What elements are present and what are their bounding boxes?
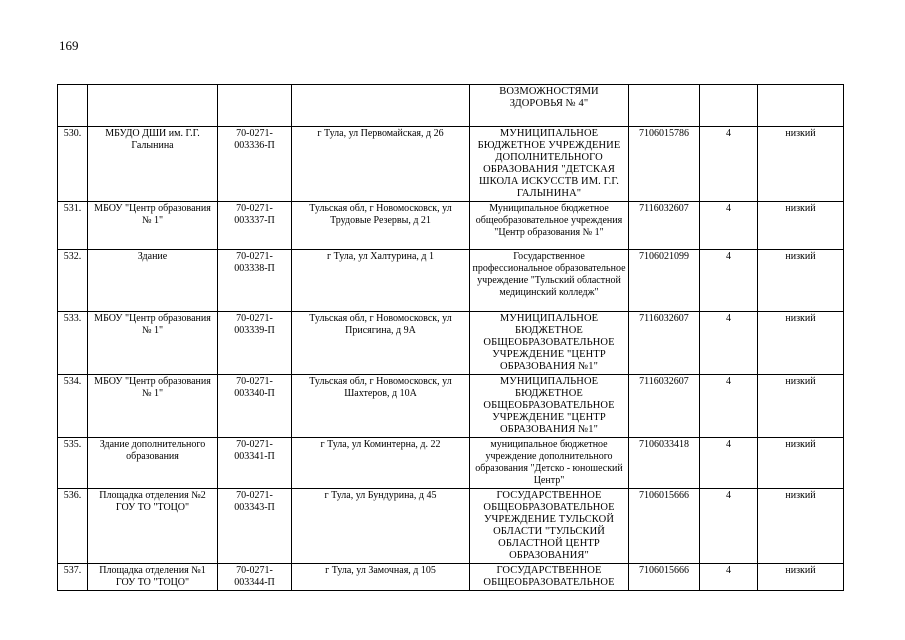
cell-num: 534. xyxy=(58,375,88,438)
cell-num: 535. xyxy=(58,438,88,489)
table-row xyxy=(58,375,844,438)
cell-code: 70-0271-003337-П xyxy=(218,202,292,250)
cell-organization: МУНИЦИПАЛЬНОЕ БЮДЖЕТНОЕ ОБЩЕОБРАЗОВАТЕЛЬНОЕ УЧРЕЖДЕНИЕ "ЦЕНТР ОБРАЗОВАНИЯ №1" xyxy=(470,312,629,375)
cell-address: г Тула, ул Бундурина, д 45 xyxy=(292,489,470,564)
cell-inn: 7116032607 xyxy=(629,202,700,250)
cell-name: Здание xyxy=(88,250,218,312)
cell-inn: 7106033418 xyxy=(629,438,700,489)
cell-organization: Муниципальное бюджетное общеобразовательное учреждения "Центр образования № 1" xyxy=(470,202,629,250)
cell-code: 70-0271-003336-П xyxy=(218,127,292,202)
cell-risk: низкий xyxy=(758,564,844,591)
cell-name xyxy=(88,85,218,127)
cell-code: 70-0271-003340-П xyxy=(218,375,292,438)
cell-address: Тульская обл, г Новомосковск, ул Присягина, д 9А xyxy=(292,312,470,375)
cell-num: 532. xyxy=(58,250,88,312)
cell-address: Тульская обл, г Новомосковск, ул Шахтеров, д 10А xyxy=(292,375,470,438)
cell-risk: низкий xyxy=(758,127,844,202)
cell-address: г Тула, ул Первомайская, д 26 xyxy=(292,127,470,202)
cell-address: г Тула, ул Замочная, д 105 xyxy=(292,564,470,591)
cell-category: 4 xyxy=(700,375,758,438)
cell-organization: МУНИЦИПАЛЬНОЕ БЮДЖЕТНОЕ ОБЩЕОБРАЗОВАТЕЛЬНОЕ УЧРЕЖДЕНИЕ "ЦЕНТР ОБРАЗОВАНИЯ №1" xyxy=(470,375,629,438)
table-row xyxy=(58,202,844,250)
cell-risk xyxy=(758,85,844,127)
cell-risk: низкий xyxy=(758,250,844,312)
table-row-continuation xyxy=(58,85,844,127)
cell-code: 70-0271-003341-П xyxy=(218,438,292,489)
cell-code: 70-0271-003339-П xyxy=(218,312,292,375)
cell-inn: 7116032607 xyxy=(629,312,700,375)
table-row xyxy=(58,312,844,375)
cell-num: 533. xyxy=(58,312,88,375)
cell-address: Тульская обл, г Новомосковск, ул Трудовые Резервы, д 21 xyxy=(292,202,470,250)
cell-name: МБОУ "Центр образования № 1" xyxy=(88,202,218,250)
cell-name: МБОУ "Центр образования № 1" xyxy=(88,375,218,438)
cell-address: г Тула, ул Коминтерна, д. 22 xyxy=(292,438,470,489)
cell-inn xyxy=(629,85,700,127)
table-row xyxy=(58,438,844,489)
cell-address xyxy=(292,85,470,127)
cell-category: 4 xyxy=(700,202,758,250)
cell-code: 70-0271-003338-П xyxy=(218,250,292,312)
cell-num: 537. xyxy=(58,564,88,591)
cell-organization: ГОСУДАРСТВЕННОЕ ОБЩЕОБРАЗОВАТЕЛЬНОЕ УЧРЕЖДЕНИЕ ТУЛЬСКОЙ ОБЛАСТИ "ТУЛЬСКИЙ ОБЛАСТНОЙ ЦЕНТР ОБРАЗОВАНИЯ" xyxy=(470,489,629,564)
cell-code xyxy=(218,85,292,127)
cell-organization: МУНИЦИПАЛЬНОЕ БЮДЖЕТНОЕ УЧРЕЖДЕНИЕ ДОПОЛНИТЕЛЬНОГО ОБРАЗОВАНИЯ "ДЕТСКАЯ ШКОЛА ИСКУССТВ ИМ. Г.Г. ГАЛЫНИНА" xyxy=(470,127,629,202)
cell-organization: ГОСУДАРСТВЕННОЕ ОБЩЕОБРАЗОВАТЕЛЬНОЕ xyxy=(470,564,629,591)
cell-risk: низкий xyxy=(758,375,844,438)
cell-organization: Государственное профессиональное образовательное учреждение "Тульский областной медицинский колледж" xyxy=(470,250,629,312)
cell-category: 4 xyxy=(700,312,758,375)
cell-risk: низкий xyxy=(758,489,844,564)
page-number: 169 xyxy=(59,38,79,53)
cell-category: 4 xyxy=(700,438,758,489)
cell-risk: низкий xyxy=(758,202,844,250)
cell-num: 536. xyxy=(58,489,88,564)
cell-organization: ВОЗМОЖНОСТЯМИ ЗДОРОВЬЯ № 4" xyxy=(470,85,629,127)
cell-num: 531. xyxy=(58,202,88,250)
cell-name: Площадка отделения №1 ГОУ ТО "ТОЦО" xyxy=(88,564,218,591)
cell-inn: 7106015666 xyxy=(629,489,700,564)
cell-name: МБОУ "Центр образования № 1" xyxy=(88,312,218,375)
cell-inn: 7106015786 xyxy=(629,127,700,202)
cell-code: 70-0271-003343-П xyxy=(218,489,292,564)
table-row xyxy=(58,127,844,202)
cell-category: 4 xyxy=(700,127,758,202)
cell-inn: 7106021099 xyxy=(629,250,700,312)
cell-category: 4 xyxy=(700,250,758,312)
cell-name: МБУДО ДШИ им. Г.Г. Галынина xyxy=(88,127,218,202)
cell-num: 530. xyxy=(58,127,88,202)
cell-num xyxy=(58,85,88,127)
table-row xyxy=(58,489,844,564)
cell-risk: низкий xyxy=(758,312,844,375)
cell-name: Площадка отделения №2 ГОУ ТО "ТОЦО" xyxy=(88,489,218,564)
cell-category xyxy=(700,85,758,127)
cell-address: г Тула, ул Халтурина, д 1 xyxy=(292,250,470,312)
cell-code: 70-0271-003344-П xyxy=(218,564,292,591)
cell-category: 4 xyxy=(700,564,758,591)
table-row xyxy=(58,250,844,312)
cell-inn: 7106015666 xyxy=(629,564,700,591)
cell-category: 4 xyxy=(700,489,758,564)
cell-organization: муниципальное бюджетное учреждение дополнительного образования "Детско - юношеский Центр" xyxy=(470,438,629,489)
registry-table xyxy=(57,84,844,591)
cell-name: Здание дополнительного образования xyxy=(88,438,218,489)
table-row xyxy=(58,564,844,591)
cell-risk: низкий xyxy=(758,438,844,489)
cell-inn: 7116032607 xyxy=(629,375,700,438)
